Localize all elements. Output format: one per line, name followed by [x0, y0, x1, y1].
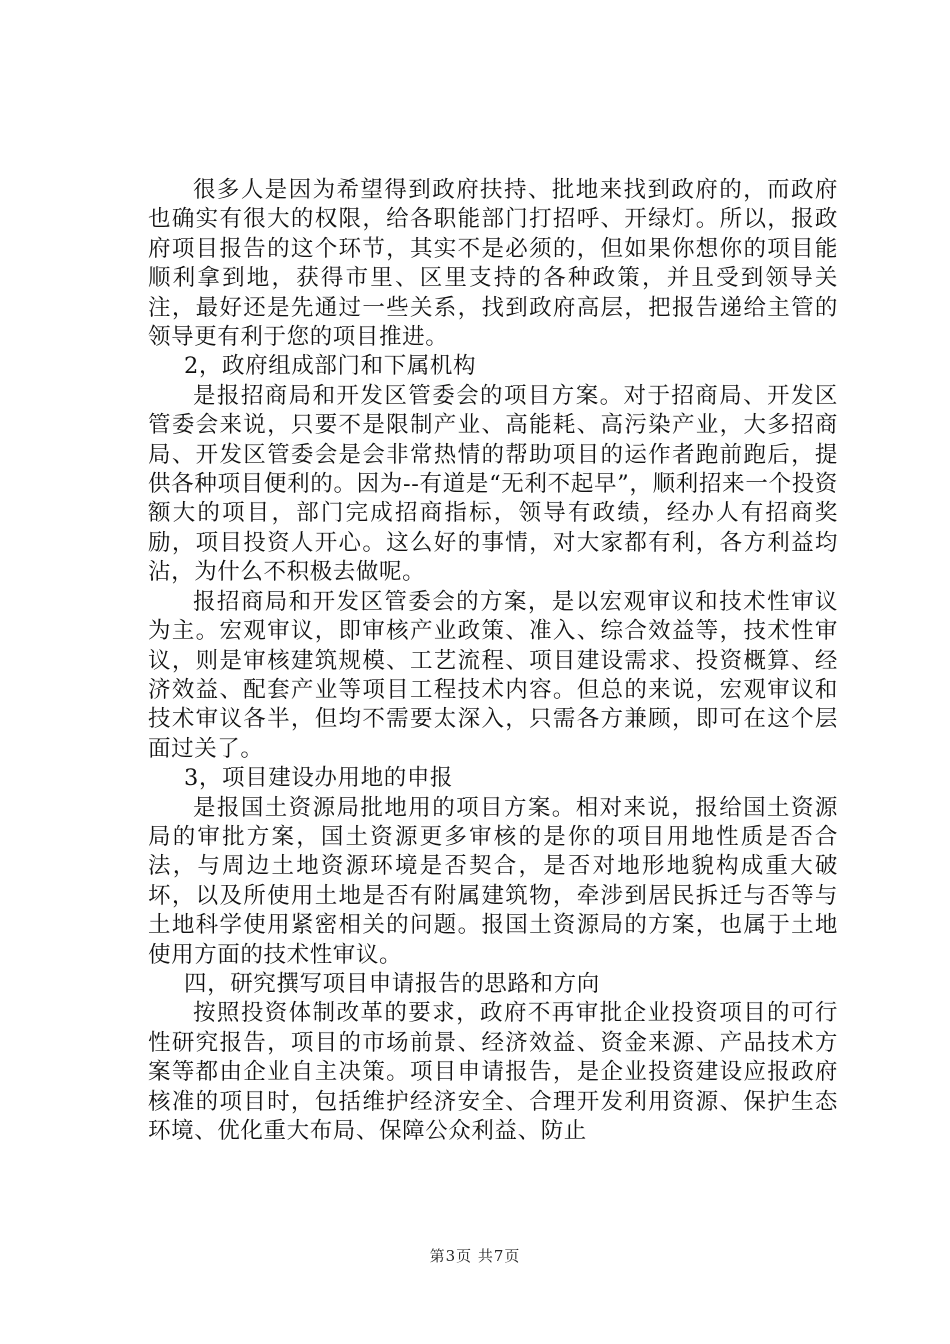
paragraph-investment-bureau: 是报招商局和开发区管委会的项目方案。对于招商局、开发区管委会来说，只要不是限制产业、高能耗、高污染产业，大多招商局、开发区管委会是会非常热情的帮助项目的运作者跑前跑后，提供各种项目便利的。因为--有道是“无利不起早”，顺利招来一个投资额大的项目，部门完成招商指标，领导有政绩，经办人有招商奖励，项目投资人开心。这么好的事情，对大家都有利，各方利益均沾，为什么不积极去做呢。 — [148, 382, 838, 586]
paragraph-macro-review: 报招商局和开发区管委会的方案，是以宏观审议和技术性审议为主。宏观审议，即审核产业政策、准入、综合效益等，技术性审议，则是审核建筑规模、工艺流程、项目建设需求、投资概算、经济效益、配套产业等项目工程技术内容。但总的来说，宏观审议和技术审议各半，但均不需要太深入，只需各方兼顾，即可在这个层面过关了。 — [148, 588, 838, 762]
section-heading-government-departments: 2，政府组成部门和下属机构 — [184, 353, 477, 380]
paragraph-government-support: 很多人是因为希望得到政府扶持、批地来找到政府的，而政府也确实有很大的权限，给各职能部门打招呼、开绿灯。所以，报政府项目报告的这个环节，其实不是必须的，但如果你想你的项目能顺利拿到地，获得市里、区里支持的各种政策，并且受到领导关注，最好还是先通过一些关系，找到政府高层，把报告递给主管的领导更有利于您的项目推进。 — [148, 177, 838, 351]
page-number-footer: 第3页 共7页 — [429, 1247, 521, 1265]
section-heading-land-application: 3，项目建设办用地的申报 — [184, 765, 454, 792]
document-body — [148, 176, 838, 1146]
paragraph-investment-reform: 按照投资体制改革的要求，政府不再审批企业投资项目的可行性研究报告，项目的市场前景、经济效益、资金来源、产品技术方案等都由企业自主决策。项目申请报告，是企业投资建设应报政府核准的项目时，包括维护经济安全、合理开发利用资源、保护生态环境、优化重大布局、保障公众利益、防止 — [148, 1000, 838, 1144]
paragraph-land-resources: 是报国土资源局批地用的项目方案。相对来说，报给国土资源局的审批方案，国土资源更多审核的是你的项目用地性质是否合法，与周边土地资源环境是否契合，是否对地形地貌构成重大破坏，以及所使用土地是否有附属建筑物，牵涉到居民拆迁与否等与土地科学使用紧密相关的问题。报国土资源局的方案，也属于土地使用方面的技术性审议。 — [148, 794, 838, 968]
section-heading-report-approach: 四，研究撰写项目申请报告的思路和方向 — [184, 970, 600, 997]
